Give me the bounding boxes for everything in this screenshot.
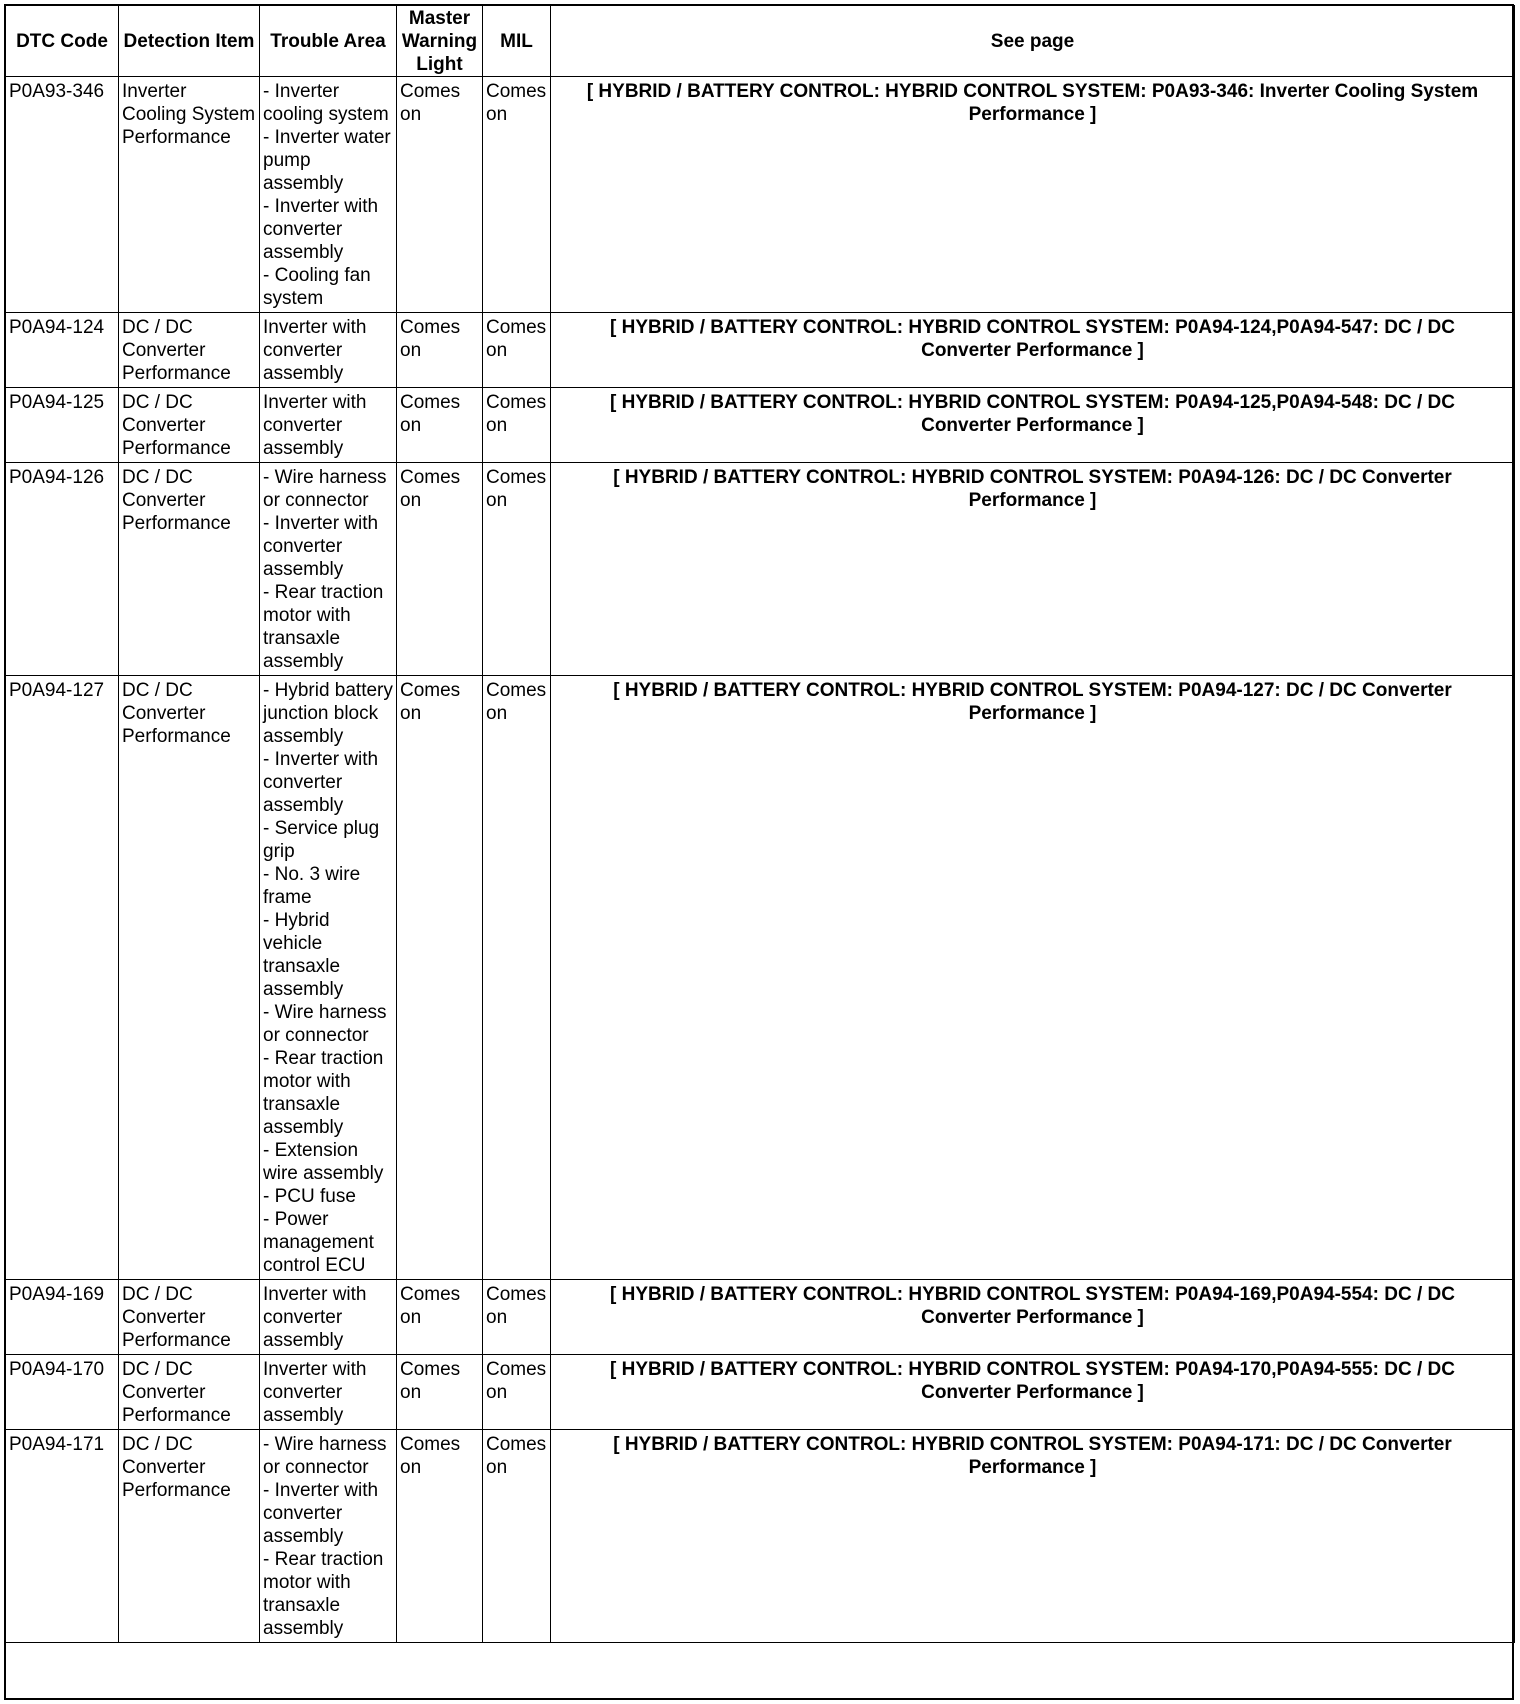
table-row	[6, 388, 1515, 463]
header-trouble-area: Trouble Area	[260, 6, 397, 77]
see-page-cell: [ HYBRID / BATTERY CONTROL: HYBRID CONTROL SYSTEM: P0A94-169,P0A94-554: DC / DC Converter Performance ]	[551, 1280, 1515, 1355]
detection-item-cell: Inverter Cooling System Performance	[119, 77, 260, 313]
dtc-code-cell: P0A93-346	[6, 77, 119, 313]
trouble-area-item: Inverter with converter assembly	[263, 392, 367, 459]
trouble-area-item: - Inverter water pump assembly	[263, 127, 391, 194]
detection-item-cell: DC / DC Converter Performance	[119, 1355, 260, 1430]
trouble-area-item: - Wire harness or connector	[263, 1434, 387, 1478]
trouble-area-cell	[260, 1280, 397, 1355]
trouble-area-cell	[260, 388, 397, 463]
trouble-area-item: - Inverter with converter assembly	[263, 513, 379, 580]
trouble-area-cell	[260, 313, 397, 388]
mil-cell: Comes on	[483, 1430, 551, 1643]
dtc-code-cell: P0A94-127	[6, 676, 119, 1280]
detection-item-cell: DC / DC Converter Performance	[119, 676, 260, 1280]
trouble-area-item: - Rear traction motor with transaxle assembly	[263, 1048, 384, 1138]
table-row	[6, 1280, 1515, 1355]
master-warning-light-cell: Comes on	[397, 676, 483, 1280]
master-warning-light-cell: Comes on	[397, 1355, 483, 1430]
see-page-cell: [ HYBRID / BATTERY CONTROL: HYBRID CONTROL SYSTEM: P0A94-127: DC / DC Converter Performance ]	[551, 676, 1515, 1280]
trouble-area-item: - Hybrid vehicle transaxle assembly	[263, 910, 344, 1000]
see-page-cell: [ HYBRID / BATTERY CONTROL: HYBRID CONTROL SYSTEM: P0A94-126: DC / DC Converter Performance ]	[551, 463, 1515, 676]
trouble-area-item: - Hybrid battery junction block assembly	[263, 680, 393, 747]
trouble-area-cell	[260, 676, 397, 1280]
trouble-area-item: Inverter with converter assembly	[263, 1284, 367, 1351]
trouble-area-item: - Extension wire assembly	[263, 1140, 384, 1184]
dtc-code-cell: P0A94-171	[6, 1430, 119, 1643]
mil-cell: Comes on	[483, 388, 551, 463]
see-page-cell: [ HYBRID / BATTERY CONTROL: HYBRID CONTROL SYSTEM: P0A93-346: Inverter Cooling System Performance ]	[551, 77, 1515, 313]
table-row	[6, 1355, 1515, 1430]
trouble-area-item: - Inverter cooling system	[263, 81, 389, 125]
header-see-page: See page	[551, 6, 1515, 77]
master-warning-light-cell: Comes on	[397, 463, 483, 676]
mil-cell: Comes on	[483, 676, 551, 1280]
see-page-cell: [ HYBRID / BATTERY CONTROL: HYBRID CONTROL SYSTEM: P0A94-125,P0A94-548: DC / DC Converter Performance ]	[551, 388, 1515, 463]
table-row	[6, 1430, 1515, 1643]
mil-cell: Comes on	[483, 313, 551, 388]
master-warning-light-cell: Comes on	[397, 77, 483, 313]
table-body	[6, 77, 1515, 1643]
dtc-table	[5, 5, 1515, 1643]
trouble-area-item: - Rear traction motor with transaxle assembly	[263, 582, 384, 672]
see-page-cell: [ HYBRID / BATTERY CONTROL: HYBRID CONTROL SYSTEM: P0A94-124,P0A94-547: DC / DC Converter Performance ]	[551, 313, 1515, 388]
trouble-area-item: - Service plug grip	[263, 818, 380, 862]
header-detection-item: Detection Item	[119, 6, 260, 77]
dtc-code-cell: P0A94-126	[6, 463, 119, 676]
trouble-area-item: - Wire harness or connector	[263, 467, 387, 511]
dtc-code-cell: P0A94-170	[6, 1355, 119, 1430]
header-mil: MIL	[483, 6, 551, 77]
trouble-area-item: Inverter with converter assembly	[263, 317, 367, 384]
trouble-area-item: - Inverter with converter assembly	[263, 1480, 379, 1547]
master-warning-light-cell: Comes on	[397, 1430, 483, 1643]
table-row	[6, 676, 1515, 1280]
table-row	[6, 463, 1515, 676]
trouble-area-item: - No. 3 wire frame	[263, 864, 361, 908]
dtc-code-cell: P0A94-125	[6, 388, 119, 463]
detection-item-cell: DC / DC Converter Performance	[119, 1430, 260, 1643]
header-row	[6, 6, 1515, 77]
trouble-area-cell	[260, 1430, 397, 1643]
see-page-cell: [ HYBRID / BATTERY CONTROL: HYBRID CONTROL SYSTEM: P0A94-171: DC / DC Converter Performance ]	[551, 1430, 1515, 1643]
see-page-cell: [ HYBRID / BATTERY CONTROL: HYBRID CONTROL SYSTEM: P0A94-170,P0A94-555: DC / DC Converter Performance ]	[551, 1355, 1515, 1430]
mil-cell: Comes on	[483, 463, 551, 676]
trouble-area-cell	[260, 1355, 397, 1430]
trouble-area-item: - Rear traction motor with transaxle assembly	[263, 1549, 384, 1639]
table-row	[6, 313, 1515, 388]
dtc-code-cell: P0A94-169	[6, 1280, 119, 1355]
trouble-area-item: Inverter with converter assembly	[263, 1359, 367, 1426]
master-warning-light-cell: Comes on	[397, 388, 483, 463]
trouble-area-item: - PCU fuse	[263, 1186, 356, 1207]
trouble-area-item: - Wire harness or connector	[263, 1002, 387, 1046]
mil-cell: Comes on	[483, 1280, 551, 1355]
header-dtc-code: DTC Code	[6, 6, 119, 77]
trouble-area-item: - Cooling fan system	[263, 265, 371, 309]
mil-cell: Comes on	[483, 77, 551, 313]
trouble-area-item: - Inverter with converter assembly	[263, 749, 379, 816]
detection-item-cell: DC / DC Converter Performance	[119, 313, 260, 388]
detection-item-cell: DC / DC Converter Performance	[119, 1280, 260, 1355]
trouble-area-item: - Inverter with converter assembly	[263, 196, 379, 263]
mil-cell: Comes on	[483, 1355, 551, 1430]
trouble-area-item: - Power management control ECU	[263, 1209, 374, 1276]
dtc-code-cell: P0A94-124	[6, 313, 119, 388]
table-row	[6, 77, 1515, 313]
master-warning-light-cell: Comes on	[397, 313, 483, 388]
trouble-area-cell	[260, 463, 397, 676]
master-warning-light-cell: Comes on	[397, 1280, 483, 1355]
detection-item-cell: DC / DC Converter Performance	[119, 463, 260, 676]
header-master-warning-light: Master Warning Light	[397, 6, 483, 77]
detection-item-cell: DC / DC Converter Performance	[119, 388, 260, 463]
trouble-area-cell	[260, 77, 397, 313]
